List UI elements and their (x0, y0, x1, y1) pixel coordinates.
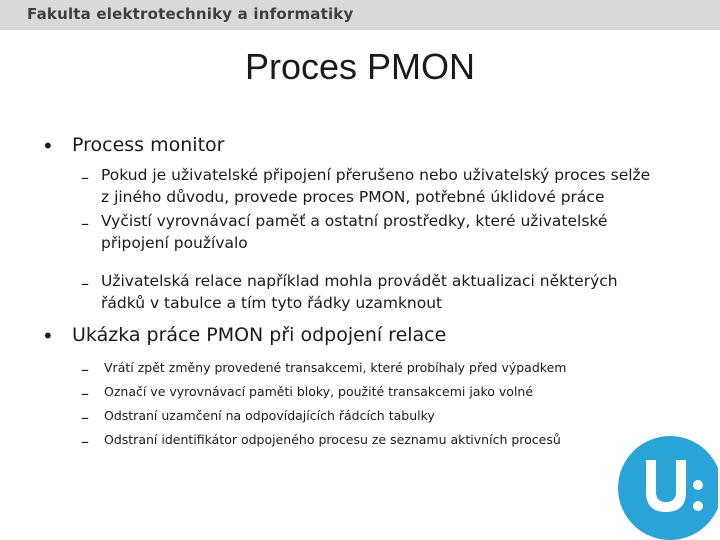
subitem-2-3: Odstraní uzamčení na odpovídajících řádcích tabulky (104, 408, 435, 423)
subitem-1-2-line-2: připojení používalo (101, 234, 248, 252)
dash-icon: – (81, 168, 89, 187)
subitem-2-2: Označí ve vyrovnávací paměti bloky, použité transakcemi jako volné (104, 384, 534, 399)
subitem-1-3-line-1: Uživatelská relace například mohla provádět aktualizaci některých (101, 272, 618, 290)
subitem-1-1-line-2: z jiného důvodu, provede proces PMON, potřebné úklidové práce (101, 188, 605, 206)
dash-icon: – (81, 408, 89, 427)
faculty-name: Fakulta elektrotechniky a informatiky (27, 5, 354, 23)
bullet-1-text: Process monitor (72, 134, 225, 156)
bullet-icon: • (42, 134, 54, 158)
dash-icon: – (81, 384, 89, 403)
subitem-1-2-line-1: Vyčistí vyrovnávací paměť a ostatní prostředky, které uživatelské (101, 212, 608, 230)
subitem-1-1-line-1: Pokud je uživatelské připojení přerušeno nebo uživatelský proces selže (101, 166, 651, 184)
university-logo-icon (618, 430, 718, 540)
dash-icon: – (81, 274, 89, 293)
subitem-2-1: Vrátí zpět změny provedené transakcemi, které probíhaly před výpadkem (104, 360, 567, 375)
dash-icon: – (81, 432, 89, 451)
dash-icon: – (81, 214, 89, 233)
bullet-icon: • (42, 324, 54, 348)
subitem-2-4: Odstraní identifikátor odpojeného procesu ze seznamu aktivních procesů (104, 432, 561, 447)
dash-icon: – (81, 360, 89, 379)
subitem-1-3-line-2: řádků v tabulce a tím tyto řádky uzamknout (101, 294, 443, 312)
bullet-2-text: Ukázka práce PMON při odpojení relace (72, 324, 447, 346)
slide-title: Proces PMON (244, 46, 476, 87)
